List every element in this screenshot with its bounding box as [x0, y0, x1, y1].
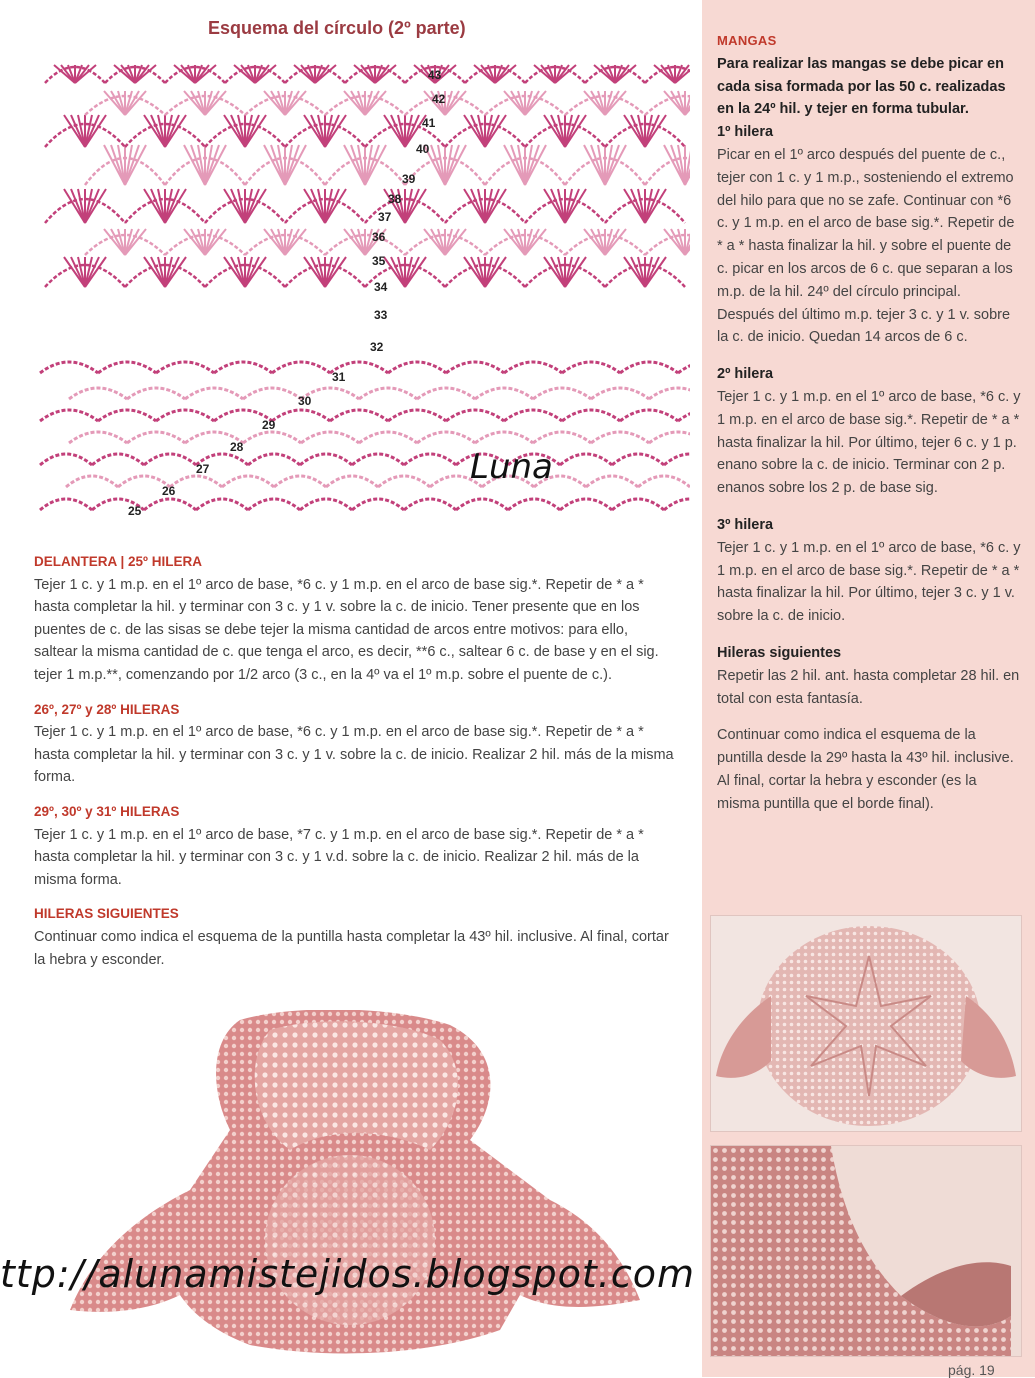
chain-arc: [417, 388, 475, 399]
chain-arc: [508, 499, 560, 510]
chain-arc: [222, 476, 274, 487]
row1-text: Picar en el 1º arco después del puente de c., tejer con 1 c. y 1 m.p., sosteniendo el extremo del hilo para que no se zafe. Continuar con *6 c. y 1 m.p. en el arco de base sig.*. Repetir de * a * hasta finalizar la hil. y sobre el puente de c. picar en los arcos de 6 c. que separan a los m.p. de la hil. 24º del círculo principal. Después del último m.p. tejer 3 c. y 1 v. sobre la c. de inicio. Quedan 14 arcos de 6 c.: [717, 146, 1015, 346]
chain-arc: [274, 476, 326, 487]
stitch-line: [471, 189, 485, 223]
chain-arc: [664, 454, 690, 465]
chain-arc: [404, 454, 456, 465]
stitch-line: [511, 91, 525, 115]
chain-arc: [98, 410, 156, 421]
chain-arc: [446, 362, 504, 373]
sleeves-title: MANGAS: [717, 33, 777, 48]
section-heading-following: HILERAS SIGUIENTES: [34, 906, 179, 922]
row-number: 39: [402, 172, 416, 186]
stitch-line: [71, 189, 85, 223]
row-number: 38: [388, 192, 402, 206]
chain-arc: [475, 432, 533, 443]
chain-arc: [620, 410, 678, 421]
row-number: 27: [196, 462, 210, 476]
chain-arc: [98, 362, 156, 373]
stitch-line: [351, 229, 365, 255]
chain-arc: [69, 432, 127, 443]
sleeves-intro: Para realizar las mangas se debe picar en cada sisa formada por las 50 c. realizadas en la 24º hil. y tejer en forma tubular.: [717, 55, 1006, 118]
chain-arc: [127, 432, 185, 443]
chain-arc: [300, 454, 352, 465]
chain-arc: [404, 499, 456, 510]
stitch-line: [591, 91, 605, 115]
page-number: pág. 19: [948, 1362, 995, 1378]
stitch-line: [391, 257, 405, 287]
chain-arc: [330, 410, 388, 421]
chain-arc: [69, 388, 127, 399]
row1-heading: 1º hilera: [717, 124, 774, 141]
chain-arc: [638, 476, 690, 487]
row-number: 34: [374, 280, 388, 294]
chain-arc: [456, 499, 508, 510]
chain-arc: [214, 362, 272, 373]
row-number: 26: [162, 484, 176, 498]
stitch-line: [631, 257, 645, 287]
sleeve-detail-photo: [710, 1145, 1022, 1357]
stitch-line: [231, 189, 245, 223]
chain-arc: [560, 454, 612, 465]
row-number: 28: [230, 440, 244, 454]
stitch-line: [511, 229, 525, 255]
stitch-line: [551, 257, 565, 287]
row-number: 42: [432, 92, 446, 106]
chain-arc: [326, 476, 378, 487]
sleeves-instructions: [717, 30, 1022, 816]
section-heading-25: DELANTERA | 25º HILERA: [34, 554, 202, 569]
row-number: 41: [422, 116, 436, 130]
row-number: 32: [370, 340, 384, 354]
row-number: 30: [298, 394, 312, 408]
chain-arc: [446, 410, 504, 421]
chain-arc: [533, 432, 591, 443]
row2-heading: 2º hilera: [717, 366, 774, 383]
row2-text: Tejer 1 c. y 1 m.p. en el 1º arco de base, *6 c. y 1 m.p. en el arco de base sig.*. Repetir de * a * hasta finalizar la hil. Por último, tejer 6 c. y 1 p. enano sobre la c. de inicio. Terminar con 2 p. enanos sobre los 2 p. de base sig.: [717, 388, 1021, 497]
continue-text: Continuar como indica el esquema de la puntilla desde la 29º hasta la 43º hil. inclusive. Al final, cortar la hebra y esconder (es la misma puntilla que el borde final).: [717, 727, 1014, 812]
section-heading-26-28: 26º, 27º y 28º HILERAS: [34, 701, 180, 717]
chain-arc: [417, 432, 475, 443]
chain-arc: [40, 454, 92, 465]
chain-arc: [352, 454, 404, 465]
stitch-line: [191, 91, 205, 115]
chain-arc: [170, 476, 222, 487]
stitch-line: [71, 257, 85, 287]
stitch-line: [231, 257, 245, 287]
stitch-line: [431, 229, 445, 255]
chain-arc: [156, 362, 214, 373]
front-instructions: [34, 551, 674, 971]
chain-arc: [533, 388, 591, 399]
chain-arc: [144, 454, 196, 465]
stitch-line: [231, 115, 245, 147]
chain-arc: [562, 410, 620, 421]
chain-arc: [196, 499, 248, 510]
chain-arc: [560, 499, 612, 510]
stitch-line: [591, 145, 605, 185]
chain-arc: [591, 432, 649, 443]
following-rows-text: Repetir las 2 hil. ant. hasta completar 28 hil. en total con esta fantasía.: [717, 667, 1020, 707]
chain-arc: [475, 388, 533, 399]
stitch-line: [551, 189, 565, 223]
chain-arc: [359, 432, 417, 443]
row-number: 25: [128, 504, 142, 518]
chain-arc: [562, 362, 620, 373]
section-heading-29-31: 29º, 30º y 31º HILERAS: [34, 803, 180, 819]
chain-arc: [40, 362, 98, 373]
row3-heading: 3º hilera: [717, 516, 774, 533]
stitch-line: [191, 145, 205, 185]
stitch-line: [151, 257, 165, 287]
crochet-chart: [30, 55, 690, 525]
row-number: 43: [428, 68, 442, 82]
stitch-line: [391, 115, 405, 147]
stitch-line: [151, 115, 165, 147]
chain-arc: [678, 410, 690, 421]
stitch-line: [271, 145, 285, 185]
stitch-line: [551, 115, 565, 147]
chain-arc: [388, 362, 446, 373]
cardigan-photo: [30, 1010, 690, 1370]
chain-arc: [378, 476, 430, 487]
stitch-line: [311, 115, 325, 147]
stitch-line: [511, 145, 525, 185]
chain-arcs: [40, 362, 690, 510]
chain-arc: [664, 499, 690, 510]
following-rows-heading: Hileras siguientes: [717, 644, 842, 661]
row-number: 35: [372, 254, 386, 268]
luna-watermark: Luna: [470, 447, 553, 487]
stitch-line: [71, 115, 85, 147]
stitch-line: [311, 189, 325, 223]
stitch-line: [111, 91, 125, 115]
chain-arc: [678, 362, 690, 373]
chain-arc: [620, 362, 678, 373]
chain-arc: [144, 499, 196, 510]
chain-arc: [40, 410, 98, 421]
chain-arc: [92, 454, 144, 465]
chain-arc: [352, 499, 404, 510]
section-text-26-28: Tejer 1 c. y 1 m.p. en el 1º arco de base, *6 c. y 1 m.p. en el arco de base sig.*. Repetir de * a * hasta completar la hil. y terminar con 3 c. y 1 v. sobre la c. de inicio. Realizar 2 hil. más de la misma forma.: [34, 724, 674, 786]
section-text-25: Tejer 1 c. y 1 m.p. en el 1º arco de base, *6 c. y 1 m.p. en el arco de base sig.*. Repetir de * a * hasta completar la hil. y terminar con 3 c. y 1 v. sobre la c. de inicio. Tener presente que en los puentes de c. de las sisas se debe tejer la misma cantidad de arcos entre motivos: para ello, saltear la misma cantidad de c. que tenga el arco, es decir, **6 c., saltear 6 c. de base y en el sig. tejer 1 m.p.**, comenzando por 1/2 arco (3 c., en la 4º va el 1º m.p. sobre el puente de c.).: [34, 576, 659, 683]
stitch-line: [191, 229, 205, 255]
chain-arc: [156, 410, 214, 421]
stitch-line: [151, 189, 165, 223]
stitch-line: [271, 91, 285, 115]
stitch-line: [591, 229, 605, 255]
chain-arc: [66, 476, 118, 487]
stitch-line: [311, 257, 325, 287]
chain-arc: [248, 499, 300, 510]
chain-arc: [272, 362, 330, 373]
chain-arc: [243, 388, 301, 399]
section-text-29-31: Tejer 1 c. y 1 m.p. en el 1º arco de base, *7 c. y 1 m.p. en el arco de base sig.*. Repetir de * a * hasta completar la hil. y terminar con 3 c. y 1 v.d. sobre la c. de inicio. Realizar 2 hil. más de la misma forma.: [34, 826, 644, 888]
chain-arc: [185, 388, 243, 399]
chain-arc: [301, 432, 359, 443]
stitch-line: [351, 145, 365, 185]
chain-arc: [40, 499, 92, 510]
fan-motifs: [45, 65, 690, 287]
stitch-line: [471, 115, 485, 147]
row3-text: Tejer 1 c. y 1 m.p. en el 1º arco de base, *6 c. y 1 m.p. en el arco de base sig.*. Repetir de * a * hasta finalizar la hil. Por último, tejer 3 c. y 1 v. sobre la c. de inicio.: [717, 539, 1021, 625]
chain-arc: [586, 476, 638, 487]
row-number: 37: [378, 210, 392, 224]
chain-arc: [504, 362, 562, 373]
row-number: 40: [416, 142, 430, 156]
chain-arc: [359, 388, 417, 399]
stitch-line: [111, 229, 125, 255]
stitch-line: [671, 229, 685, 255]
chain-arc: [612, 454, 664, 465]
chain-arc: [248, 454, 300, 465]
stitch-line: [631, 189, 645, 223]
chain-arc: [649, 388, 690, 399]
section-text-following: Continuar como indica el esquema de la puntilla hasta completar la 43º hil. inclusive. Al final, cortar la hebra y esconder.: [34, 928, 669, 968]
chain-arc: [591, 388, 649, 399]
stitch-line: [671, 91, 685, 115]
circle-shrug-photo: [710, 915, 1022, 1132]
chain-arc: [612, 499, 664, 510]
stitch-line: [431, 145, 445, 185]
row-number: 33: [374, 308, 388, 322]
stitch-line: [471, 257, 485, 287]
stitch-line: [271, 229, 285, 255]
chain-arc: [388, 410, 446, 421]
stitch-line: [111, 145, 125, 185]
stitch-line: [351, 91, 365, 115]
row-number: 31: [332, 370, 346, 384]
chain-arc: [272, 410, 330, 421]
chain-arc: [649, 432, 690, 443]
stitch-line: [631, 115, 645, 147]
row-number: 29: [262, 418, 276, 432]
chain-arc: [243, 432, 301, 443]
diagram-title: Esquema del círculo (2º parte): [208, 18, 466, 38]
chain-arc: [504, 410, 562, 421]
stitch-line: [671, 145, 685, 185]
blog-url: ttp://alunamistejidos.blogspot.com: [0, 1252, 695, 1296]
chain-arc: [300, 499, 352, 510]
row-number: 36: [372, 230, 386, 244]
chain-arc: [127, 388, 185, 399]
